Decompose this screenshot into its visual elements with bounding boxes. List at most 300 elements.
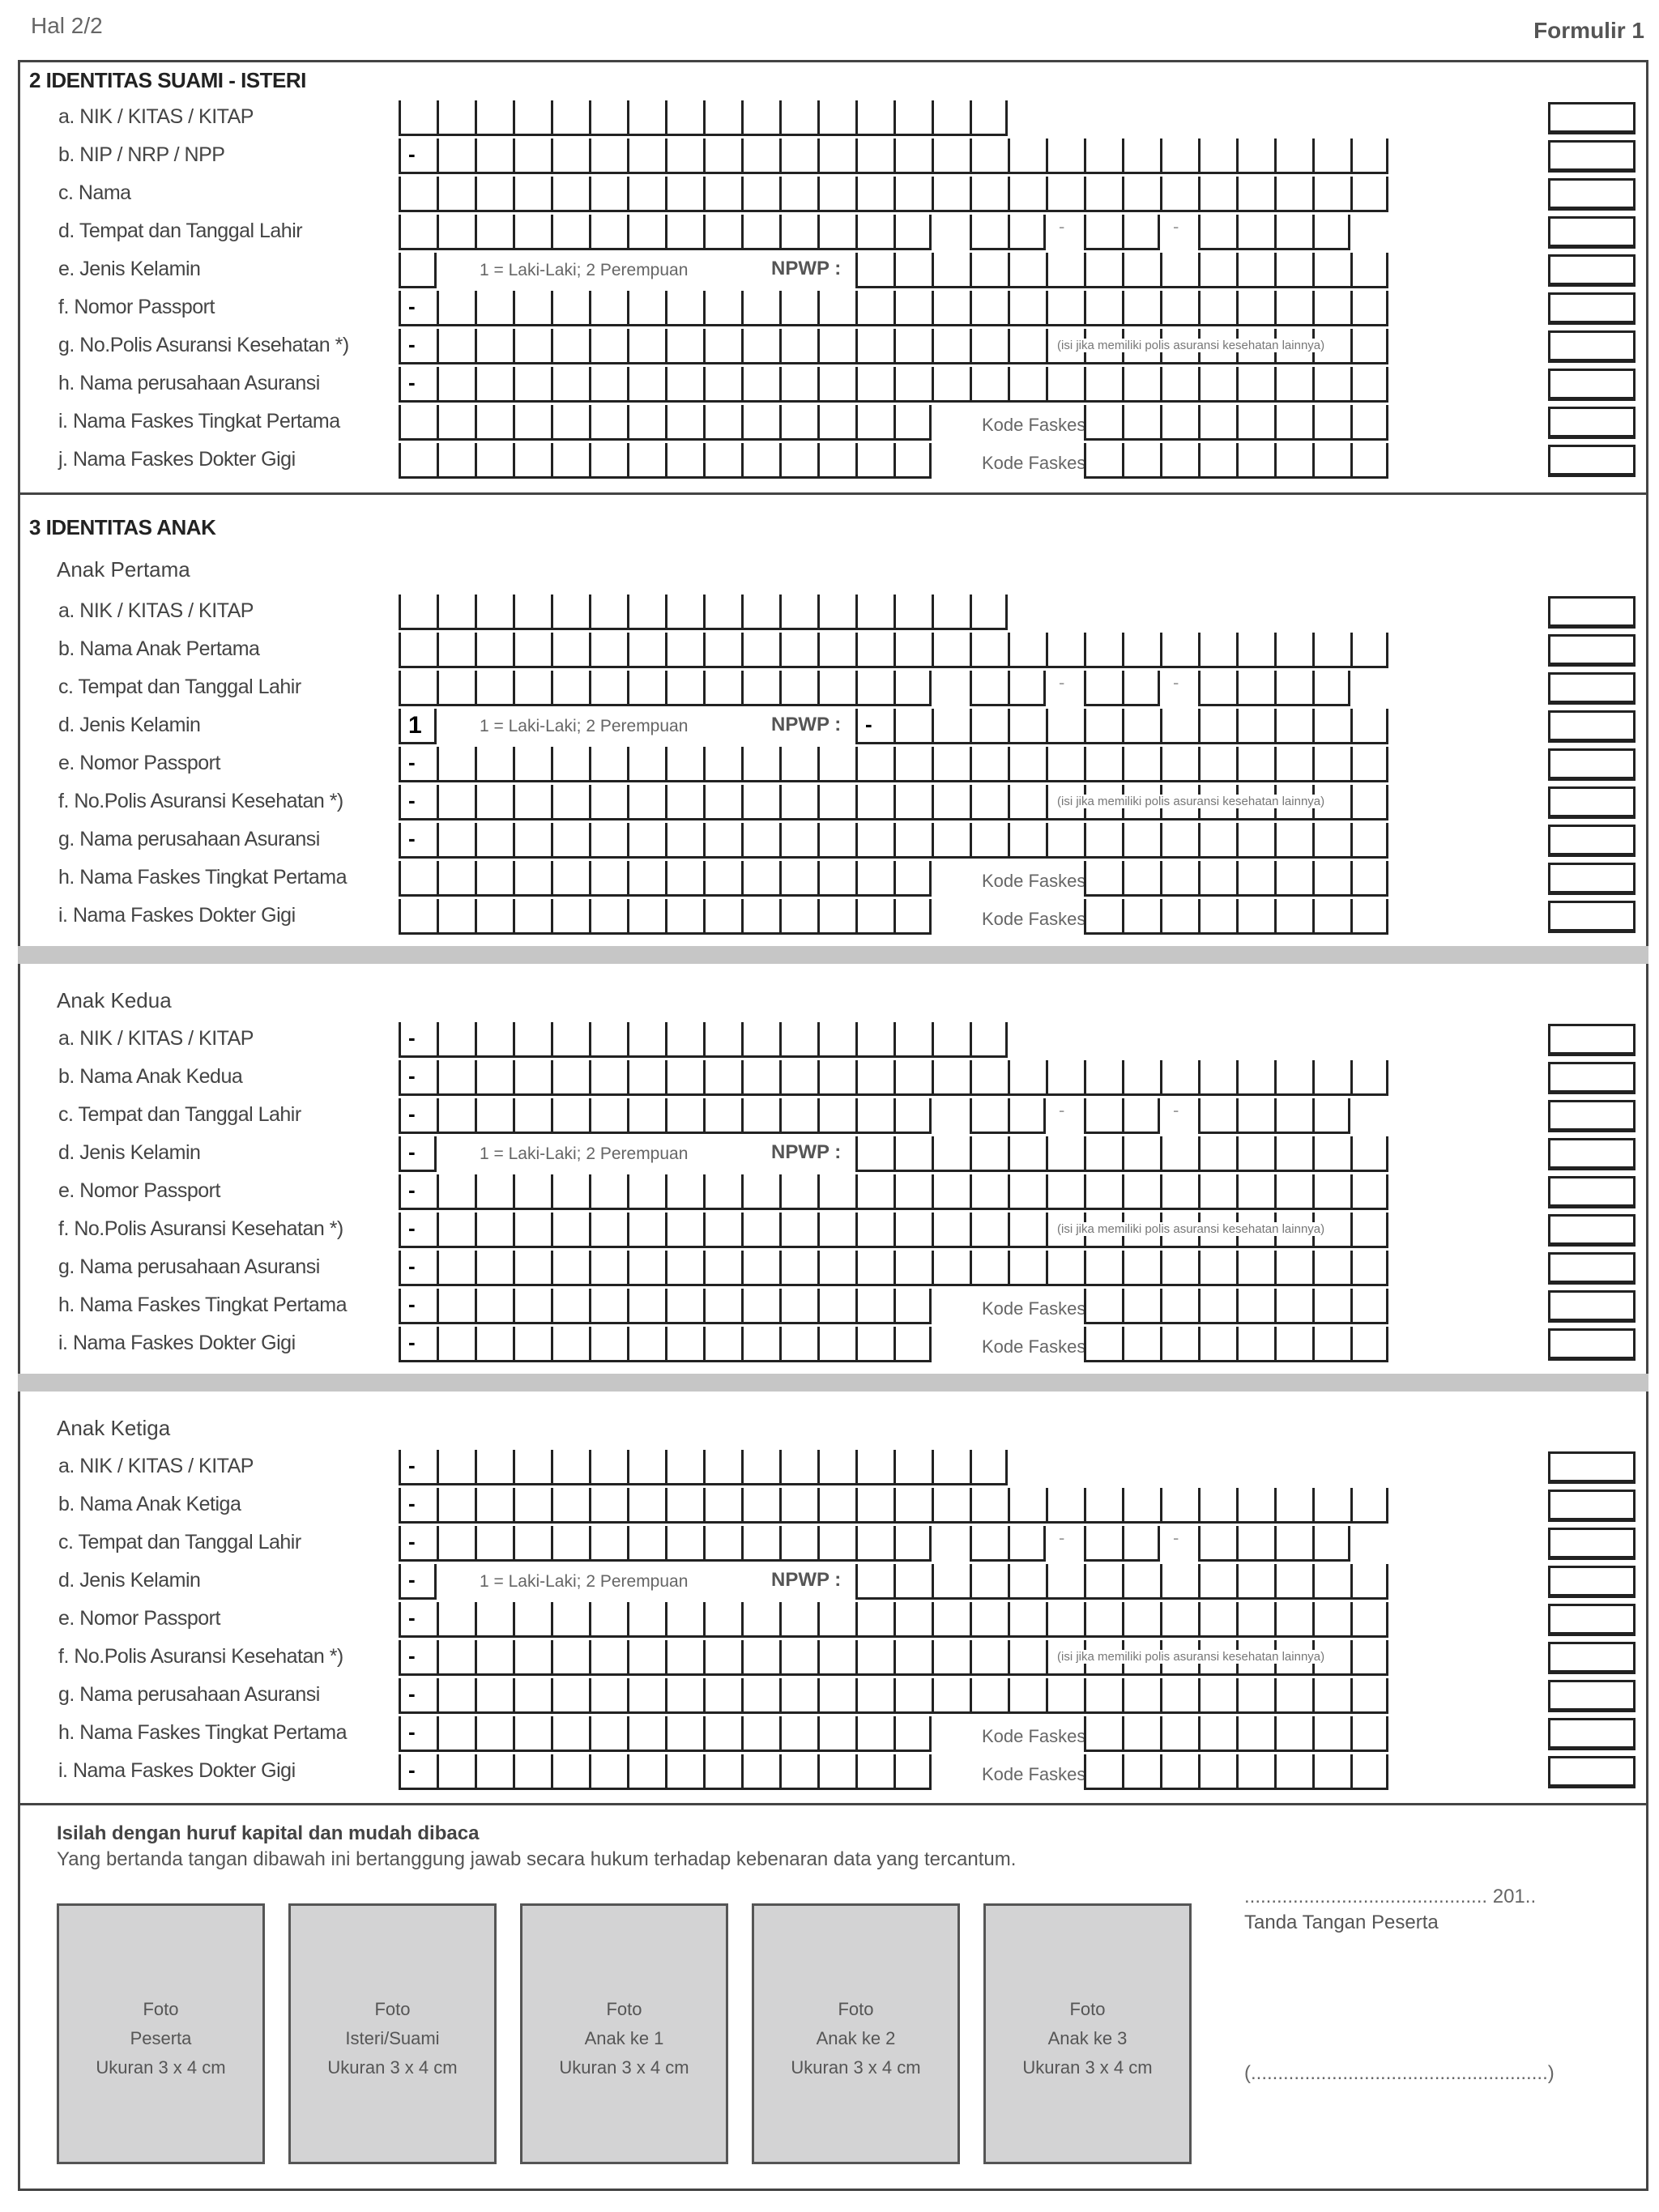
input-cell[interactable] [665,1488,703,1524]
check-box[interactable] [1548,901,1636,933]
input-cell[interactable] [893,139,932,174]
input-cell[interactable] [1312,1136,1350,1172]
input-cell[interactable] [817,1716,855,1752]
input-cell[interactable] [817,1327,855,1362]
input-cell[interactable] [817,215,855,250]
input-cell[interactable] [1160,177,1198,212]
input-cell[interactable] [437,1640,475,1676]
input-cell[interactable] [703,1602,741,1638]
input-cell[interactable] [1008,1640,1046,1676]
input-cell[interactable] [1008,215,1046,250]
input-cell[interactable] [475,595,513,630]
input-cell[interactable] [855,823,893,859]
input-cell[interactable] [703,1060,741,1096]
input-cell[interactable] [475,177,513,212]
input-cell[interactable] [893,1022,932,1058]
input-cell[interactable] [551,1251,589,1286]
input-cell[interactable] [513,747,551,782]
input-cell[interactable] [970,1136,1008,1172]
input-cell[interactable] [817,823,855,859]
input-cell[interactable] [1198,1564,1236,1600]
input-cell[interactable] [741,899,779,935]
input-cell[interactable] [399,1564,437,1600]
input-cell[interactable] [779,861,817,897]
input-cell[interactable] [1160,1174,1198,1210]
input-cell[interactable] [893,1450,932,1485]
input-cell[interactable] [817,899,855,935]
input-cell[interactable] [817,1450,855,1485]
input-cell[interactable] [437,1213,475,1248]
input-cell[interactable] [475,747,513,782]
input-cell[interactable] [627,1450,665,1485]
input-cell[interactable] [970,1251,1008,1286]
input-cell[interactable] [589,1213,627,1248]
input-cell[interactable] [399,785,437,820]
input-cell[interactable] [589,671,627,706]
input-cell[interactable] [817,367,855,403]
input-cell[interactable] [1122,861,1160,897]
input-cell[interactable] [475,1678,513,1714]
input-cell[interactable] [475,1602,513,1638]
input-cell[interactable] [855,1450,893,1485]
check-box[interactable] [1548,407,1636,439]
input-cell[interactable] [399,1488,437,1524]
input-cell[interactable] [1160,861,1198,897]
input-cell[interactable] [970,367,1008,403]
input-cell[interactable] [932,1602,970,1638]
input-cell[interactable] [932,1678,970,1714]
input-cell[interactable] [1160,1251,1198,1286]
input-cell[interactable] [399,1289,437,1324]
input-cell[interactable] [1198,177,1236,212]
input-cell[interactable] [551,1022,589,1058]
input-cell[interactable] [627,1251,665,1286]
input-cell[interactable] [970,100,1008,136]
input-cell[interactable] [817,785,855,820]
input-cell[interactable] [551,367,589,403]
input-cell[interactable] [855,1640,893,1676]
input-cell[interactable] [1008,1602,1046,1638]
input-cell[interactable] [437,139,475,174]
input-cell[interactable] [855,291,893,326]
input-cell[interactable] [513,1754,551,1790]
input-cell[interactable] [703,1022,741,1058]
input-cell[interactable] [1160,291,1198,326]
input-cell[interactable] [627,139,665,174]
input-cell[interactable] [1084,633,1122,668]
input-cell[interactable] [1198,1716,1236,1752]
input-cell[interactable] [817,177,855,212]
input-cell[interactable] [741,671,779,706]
input-cell[interactable] [475,443,513,479]
input-cell[interactable] [855,595,893,630]
input-cell[interactable] [475,367,513,403]
input-cell[interactable] [1312,747,1350,782]
input-cell[interactable] [779,633,817,668]
check-box[interactable] [1548,634,1636,667]
input-cell[interactable] [1122,1327,1160,1362]
input-cell[interactable] [665,1251,703,1286]
input-cell[interactable] [741,1060,779,1096]
input-cell[interactable] [627,671,665,706]
input-cell[interactable] [893,1602,932,1638]
input-cell[interactable] [932,1174,970,1210]
input-cell[interactable] [437,1716,475,1752]
input-cell[interactable] [551,671,589,706]
input-cell[interactable] [1008,1098,1046,1134]
input-cell[interactable] [1008,139,1046,174]
input-cell[interactable] [1160,405,1198,441]
check-box[interactable] [1548,140,1636,173]
input-cell[interactable] [1084,1602,1122,1638]
input-cell[interactable] [1312,1251,1350,1286]
input-cell[interactable] [513,405,551,441]
input-cell[interactable] [665,823,703,859]
input-cell[interactable] [1236,1327,1274,1362]
input-cell[interactable] [589,1488,627,1524]
input-cell[interactable] [665,1213,703,1248]
input-cell[interactable] [665,1716,703,1752]
input-cell[interactable] [1350,1251,1388,1286]
input-cell[interactable] [665,1678,703,1714]
input-cell[interactable] [1350,1060,1388,1096]
input-cell[interactable] [1084,367,1122,403]
input-cell[interactable] [817,1602,855,1638]
input-cell[interactable] [817,1098,855,1134]
input-cell[interactable] [589,1716,627,1752]
input-cell[interactable] [817,100,855,136]
input-cell[interactable] [703,1488,741,1524]
input-cell[interactable] [475,785,513,820]
input-cell[interactable] [513,1022,551,1058]
input-cell[interactable] [1312,1289,1350,1324]
input-cell[interactable] [627,1640,665,1676]
input-cell[interactable] [437,823,475,859]
input-cell[interactable] [1122,1289,1160,1324]
input-cell[interactable] [513,861,551,897]
input-cell[interactable] [1312,253,1350,288]
input-cell[interactable] [817,633,855,668]
input-cell[interactable] [1046,1678,1084,1714]
input-cell[interactable] [665,899,703,935]
check-box[interactable] [1548,786,1636,819]
check-box[interactable] [1548,1642,1636,1674]
input-cell[interactable] [1008,1060,1046,1096]
input-cell[interactable] [665,1327,703,1362]
input-cell[interactable] [779,1289,817,1324]
input-cell[interactable] [932,633,970,668]
input-cell[interactable] [665,747,703,782]
input-cell[interactable] [513,1251,551,1286]
input-cell[interactable] [513,139,551,174]
input-cell[interactable] [551,823,589,859]
input-cell[interactable] [1236,1174,1274,1210]
input-cell[interactable] [665,1060,703,1096]
input-cell[interactable] [1350,747,1388,782]
input-cell[interactable] [1008,1488,1046,1524]
input-cell[interactable] [1122,1754,1160,1790]
input-cell[interactable] [1160,1678,1198,1714]
input-cell[interactable] [817,671,855,706]
input-cell[interactable] [970,1450,1008,1485]
input-cell[interactable] [703,633,741,668]
input-cell[interactable] [589,1450,627,1485]
input-cell[interactable] [1198,1289,1236,1324]
input-cell[interactable] [741,215,779,250]
input-cell[interactable] [627,1060,665,1096]
input-cell[interactable] [1312,443,1350,479]
input-cell[interactable] [893,785,932,820]
input-cell[interactable] [399,139,437,174]
input-cell[interactable] [1350,1754,1388,1790]
input-cell[interactable] [1350,253,1388,288]
input-cell[interactable] [589,100,627,136]
input-cell[interactable] [1236,1251,1274,1286]
input-cell[interactable] [1160,443,1198,479]
check-box[interactable] [1548,1252,1636,1285]
input-cell[interactable] [1312,1526,1350,1562]
input-cell[interactable] [703,1526,741,1562]
input-cell[interactable] [665,1098,703,1134]
input-cell[interactable] [665,1174,703,1210]
input-cell[interactable] [437,177,475,212]
input-cell[interactable] [627,1754,665,1790]
check-box[interactable] [1548,1062,1636,1094]
input-cell[interactable] [1274,823,1312,859]
input-cell[interactable] [1236,177,1274,212]
input-cell[interactable] [437,1450,475,1485]
input-cell[interactable] [741,405,779,441]
input-cell[interactable] [1046,367,1084,403]
input-cell[interactable] [1350,291,1388,326]
input-cell[interactable] [855,1327,893,1362]
input-cell[interactable] [551,861,589,897]
input-cell[interactable] [437,1602,475,1638]
input-cell[interactable] [1350,899,1388,935]
input-cell[interactable] [1122,747,1160,782]
input-cell[interactable] [513,1716,551,1752]
input-cell[interactable] [399,633,437,668]
input-cell[interactable] [779,177,817,212]
input-cell[interactable] [513,1098,551,1134]
input-cell[interactable] [399,1754,437,1790]
input-cell[interactable] [741,1174,779,1210]
input-cell[interactable] [1312,139,1350,174]
input-cell[interactable] [513,1602,551,1638]
input-cell[interactable] [475,139,513,174]
input-cell[interactable] [399,1136,437,1172]
input-cell[interactable] [665,329,703,364]
input-cell[interactable] [475,823,513,859]
input-cell[interactable] [399,215,437,250]
input-cell[interactable] [589,1251,627,1286]
input-cell[interactable] [741,177,779,212]
input-cell[interactable] [779,100,817,136]
input-cell[interactable] [779,1098,817,1134]
input-cell[interactable] [551,215,589,250]
input-cell[interactable] [855,1098,893,1134]
input-cell[interactable] [1312,367,1350,403]
input-cell[interactable] [1084,1564,1122,1600]
input-cell[interactable] [1236,709,1274,744]
input-cell[interactable] [551,785,589,820]
input-cell[interactable] [1274,177,1312,212]
input-cell[interactable] [1084,1251,1122,1286]
input-cell[interactable] [1046,633,1084,668]
check-box[interactable] [1548,596,1636,629]
input-cell[interactable] [475,329,513,364]
input-cell[interactable] [399,177,437,212]
input-cell[interactable] [779,1022,817,1058]
input-cell[interactable] [513,443,551,479]
input-cell[interactable] [893,177,932,212]
input-cell[interactable] [399,823,437,859]
input-cell[interactable] [855,861,893,897]
input-cell[interactable] [437,747,475,782]
input-cell[interactable] [437,291,475,326]
check-box[interactable] [1548,178,1636,211]
input-cell[interactable] [1198,215,1236,250]
input-cell[interactable] [399,329,437,364]
input-cell[interactable] [475,291,513,326]
input-cell[interactable] [741,1526,779,1562]
input-cell[interactable] [665,671,703,706]
input-cell[interactable] [703,861,741,897]
input-cell[interactable] [665,1754,703,1790]
input-cell[interactable] [513,215,551,250]
input-cell[interactable] [1008,367,1046,403]
input-cell[interactable] [1008,1174,1046,1210]
input-cell[interactable] [1084,709,1122,744]
input-cell[interactable] [513,1526,551,1562]
input-cell[interactable] [627,100,665,136]
input-cell[interactable] [855,1754,893,1790]
input-cell[interactable] [779,215,817,250]
input-cell[interactable] [589,1640,627,1676]
input-cell[interactable] [855,215,893,250]
input-cell[interactable] [627,1213,665,1248]
input-cell[interactable] [1350,443,1388,479]
input-cell[interactable] [399,1716,437,1752]
input-cell[interactable] [779,1526,817,1562]
input-cell[interactable] [893,671,932,706]
input-cell[interactable] [399,1174,437,1210]
input-cell[interactable] [1046,823,1084,859]
input-cell[interactable] [1274,443,1312,479]
input-cell[interactable] [437,405,475,441]
input-cell[interactable] [893,1678,932,1714]
input-cell[interactable] [551,1174,589,1210]
input-cell[interactable] [703,1678,741,1714]
input-cell[interactable] [741,1450,779,1485]
input-cell[interactable] [1236,215,1274,250]
input-cell[interactable] [1274,1678,1312,1714]
input-cell[interactable] [437,215,475,250]
input-cell[interactable] [1312,1602,1350,1638]
input-cell[interactable] [703,823,741,859]
check-box[interactable] [1548,1214,1636,1247]
input-cell[interactable] [855,1060,893,1096]
input-cell[interactable] [893,633,932,668]
input-cell[interactable] [399,1602,437,1638]
input-cell[interactable] [1312,709,1350,744]
input-cell[interactable] [513,177,551,212]
input-cell[interactable] [1350,823,1388,859]
input-cell[interactable] [551,1098,589,1134]
input-cell[interactable] [1084,1678,1122,1714]
input-cell[interactable] [855,177,893,212]
input-cell[interactable] [893,100,932,136]
input-cell[interactable] [513,100,551,136]
input-cell[interactable] [589,1754,627,1790]
input-cell[interactable] [1046,253,1084,288]
input-cell[interactable] [855,1136,893,1172]
input-cell[interactable] [703,1213,741,1248]
input-cell[interactable] [1198,139,1236,174]
input-cell[interactable] [1312,177,1350,212]
input-cell[interactable] [551,1526,589,1562]
input-cell[interactable] [1122,1678,1160,1714]
input-cell[interactable] [665,100,703,136]
input-cell[interactable] [1046,1602,1084,1638]
input-cell[interactable] [1274,1488,1312,1524]
check-box[interactable] [1548,1566,1636,1598]
input-cell[interactable] [932,785,970,820]
input-cell[interactable] [1236,1754,1274,1790]
input-cell[interactable] [1160,1488,1198,1524]
input-cell[interactable] [1198,405,1236,441]
input-cell[interactable] [741,1716,779,1752]
input-cell[interactable] [1008,177,1046,212]
input-cell[interactable] [399,1060,437,1096]
input-cell[interactable] [1274,633,1312,668]
input-cell[interactable] [703,747,741,782]
input-cell[interactable] [1198,367,1236,403]
input-cell[interactable] [855,405,893,441]
input-cell[interactable] [475,215,513,250]
check-box[interactable] [1548,1718,1636,1750]
input-cell[interactable] [893,1716,932,1752]
input-cell[interactable] [1350,633,1388,668]
input-cell[interactable] [475,1640,513,1676]
input-cell[interactable] [741,1251,779,1286]
input-cell[interactable] [1160,823,1198,859]
input-cell[interactable] [932,747,970,782]
input-cell[interactable] [1312,1716,1350,1752]
input-cell[interactable] [932,1564,970,1600]
input-cell[interactable] [1236,405,1274,441]
input-cell[interactable] [627,1716,665,1752]
input-cell[interactable] [589,1022,627,1058]
input-cell[interactable] [1084,747,1122,782]
input-cell[interactable] [1236,861,1274,897]
input-cell[interactable] [1236,291,1274,326]
input-cell[interactable] [399,899,437,935]
input-cell[interactable] [779,1488,817,1524]
input-cell[interactable] [779,785,817,820]
input-cell[interactable] [779,899,817,935]
input-cell[interactable] [1008,671,1046,706]
input-cell[interactable] [970,253,1008,288]
input-cell[interactable] [1122,1526,1160,1562]
input-cell[interactable] [1198,861,1236,897]
input-cell[interactable] [551,100,589,136]
input-cell[interactable] [475,1213,513,1248]
input-cell[interactable] [1008,1213,1046,1248]
input-cell[interactable] [932,1213,970,1248]
input-cell[interactable] [1274,139,1312,174]
check-box[interactable] [1548,254,1636,287]
